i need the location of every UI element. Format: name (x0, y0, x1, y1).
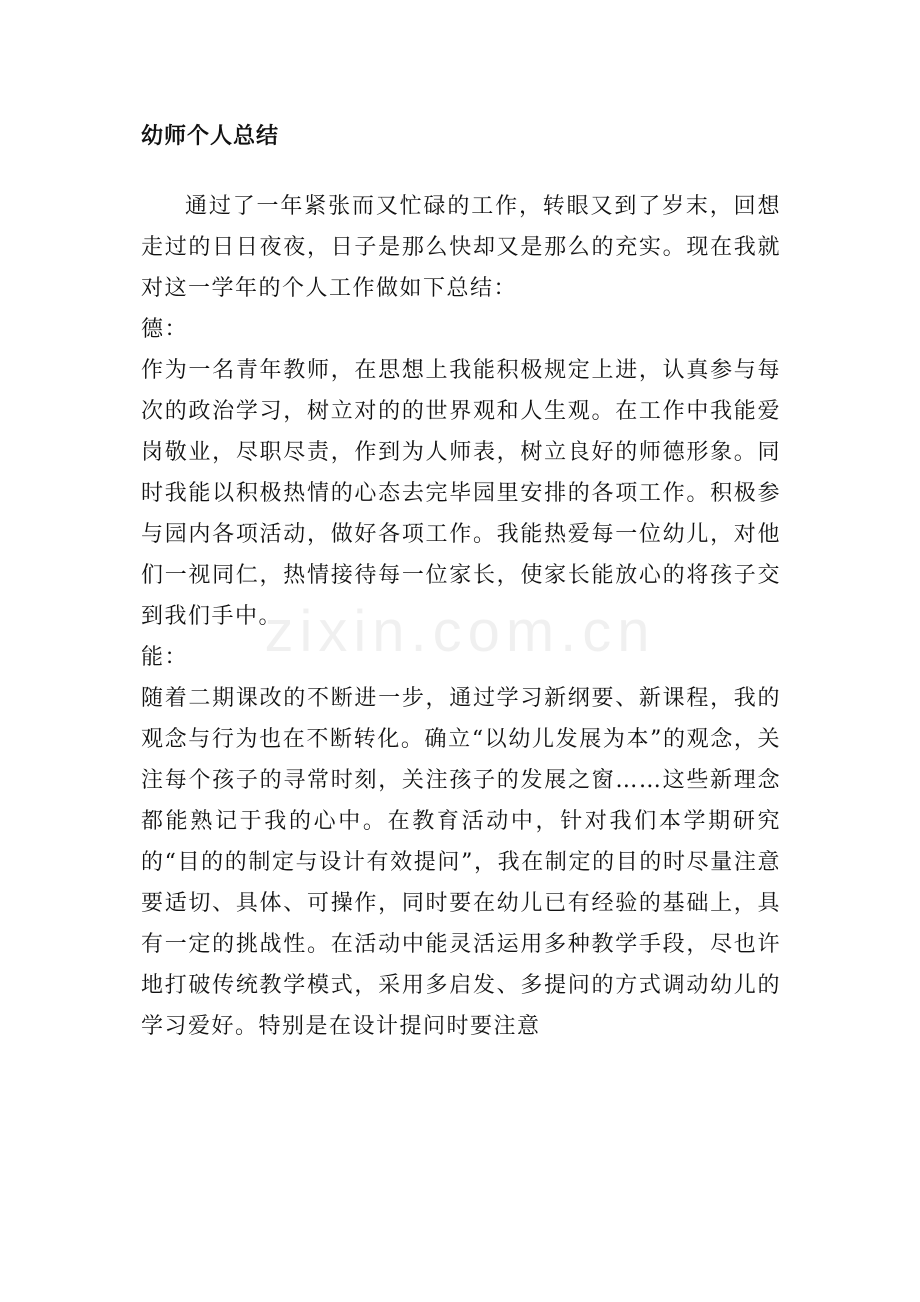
morality-paragraph: 作为一名青年教师，在思想上我能积极规定上进，认真参与每次的政治学习，树立对的的世界观和人生观。在工作中我能爱岗敬业，尽职尽责，作到为人师表，树立良好的师德形象。同时我能以积极热情的心态去完毕园里安排的各项工作。积极参与园内各项活动，做好各项工作。我能热爱每一位幼儿，对他们一视同仁，热情接待每一位家长，使家长能放心的将孩子交到我们手中。 (141, 358, 781, 629)
section-heading-morality: 德： (141, 317, 189, 342)
document-title: 幼师个人总结 (141, 123, 280, 149)
ability-paragraph: 随着二期课改的不断进一步，通过学习新纲要、新课程，我的观念与行为也在不断转化。确立“以幼儿发展为本”的观念，关注每个孩子的寻常时刻，关注孩子的发展之窗……这些新理念都能熟记于我的心中。在教育活动中，针对我们本学期研究的“目的的制定与设计有效提问”，我在制定的目的时尽量注意要适切、具体、可操作，同时要在幼儿已有经验的基础上，具有一定的挑战性。在活动中能灵活运用多种教学手段，尽也许地打破传统教学模式，采用多启发、多提问的方式调动幼儿的学习爱好。特别是在设计提问时要注意 (141, 686, 781, 1039)
document-body (141, 186, 781, 1047)
watermark: zixin.com.cn (264, 599, 656, 664)
section-heading-ability: 能： (141, 645, 189, 670)
intro-paragraph: 通过了一年紧张而又忙碌的工作，转眼又到了岁末，回想走过的日日夜夜，日子是那么快却又是那么的充实。现在我就对这一学年的个人工作做如下总结： (141, 194, 781, 301)
